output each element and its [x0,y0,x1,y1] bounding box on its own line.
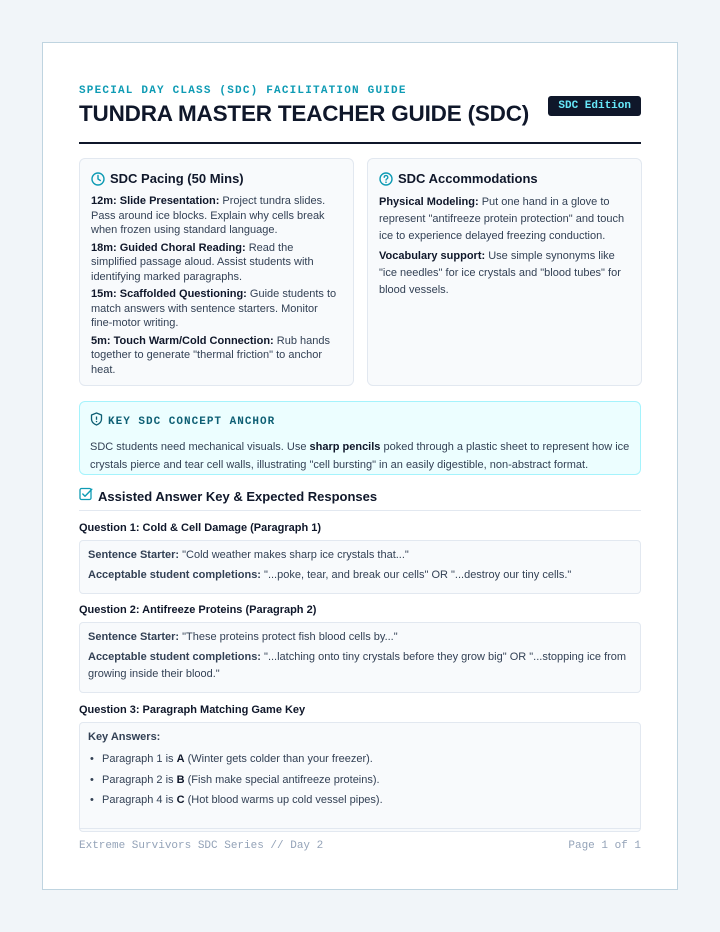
list-item: • Paragraph 4 is C (Hot blood warms up cold vessel pipes). [88,790,632,811]
pacing-title: SDC Pacing (50 Mins) [110,171,244,186]
accommodations-title: SDC Accommodations [398,171,538,186]
answer-key-header [79,489,641,511]
acceptable-completions: Acceptable student completions: "...poke, tear, and break our cells" OR "...destroy our tiny cells." [88,569,572,581]
pacing-item: 18m: Guided Choral Reading: Read the simplified passage aloud. Assist students with identifying marked paragraphs. [91,241,314,283]
acceptable-completions: Acceptable student completions: "...latching onto tiny crystals before they grow big" OR "...stopping ice from growing inside their blood." [88,651,627,680]
concept-anchor [79,401,641,475]
question-title: Question 1: Cold & Cell Damage (Paragraph 1) [79,522,322,534]
accommodations-card [367,158,642,386]
pacing-item: 15m: Scaffolded Questioning: Guide students to match answers with sentence starters. Monitor fine-motor writing. [91,288,337,329]
shield-icon [90,412,103,431]
guide-page [42,42,678,890]
accommodation-item: Vocabulary support: Use simple synonyms like "ice needles" for ice crystals and "blood tubes" for blood vessels. [379,250,621,296]
sentence-starter: Sentence Starter: "Cold weather makes sharp ice crystals that..." [88,549,409,561]
header-rule [79,142,641,144]
page-number: Page 1 of 1 [568,840,641,852]
key-answers-list [88,749,632,811]
question-box [79,540,641,594]
sentence-starter: Sentence Starter: "These proteins protect fish blood cells by..." [88,631,398,643]
pacing-card [79,158,354,386]
key-answers-label: Key Answers: [88,731,161,743]
question-title: Question 2: Antifreeze Proteins (Paragraph 2) [79,604,317,616]
edition-badge: SDC Edition [548,96,641,116]
eyebrow: SPECIAL DAY CLASS (SDC) FACILITATION GUIDE [79,85,407,97]
anchor-text: SDC students need mechanical visuals. Use sharp pencils poked through a plastic sheet to represent how ice crystals pierce and tear cell walls, illustrating "cell bursting" in an easily digestible, non-abstract format. [90,441,630,471]
clock-icon [91,172,105,186]
pacing-item: 12m: Slide Presentation: Project tundra slides. Pass around ice blocks. Explain why cells break when frozen using standard language. [91,195,326,236]
question-box [79,622,641,693]
question-circle-icon [379,172,393,186]
pacing-item: 5m: Touch Warm/Cold Connection: Rub hands together to generate "thermal friction" to anchor heat. [91,334,330,376]
list-item: • Paragraph 2 is B (Fish make special antifreeze proteins). [88,770,632,791]
anchor-title: KEY SDC CONCEPT ANCHOR [108,415,276,428]
answer-key-title: Assisted Answer Key & Expected Responses [98,489,378,504]
checkbox-icon [79,487,93,506]
page-title: TUNDRA MASTER TEACHER GUIDE (SDC) [79,101,530,126]
footer-rule [79,828,641,829]
accommodation-item: Physical Modeling: Put one hand in a glove to represent "antifreeze protein protection" and touch ice to experience delayed freezing conduction. [379,196,625,242]
question-box [79,722,641,832]
list-item: • Paragraph 1 is A (Winter gets colder than your freezer). [88,749,632,770]
footer-series: Extreme Survivors SDC Series // Day 2 [79,840,324,852]
question-title: Question 3: Paragraph Matching Game Key [79,704,306,716]
